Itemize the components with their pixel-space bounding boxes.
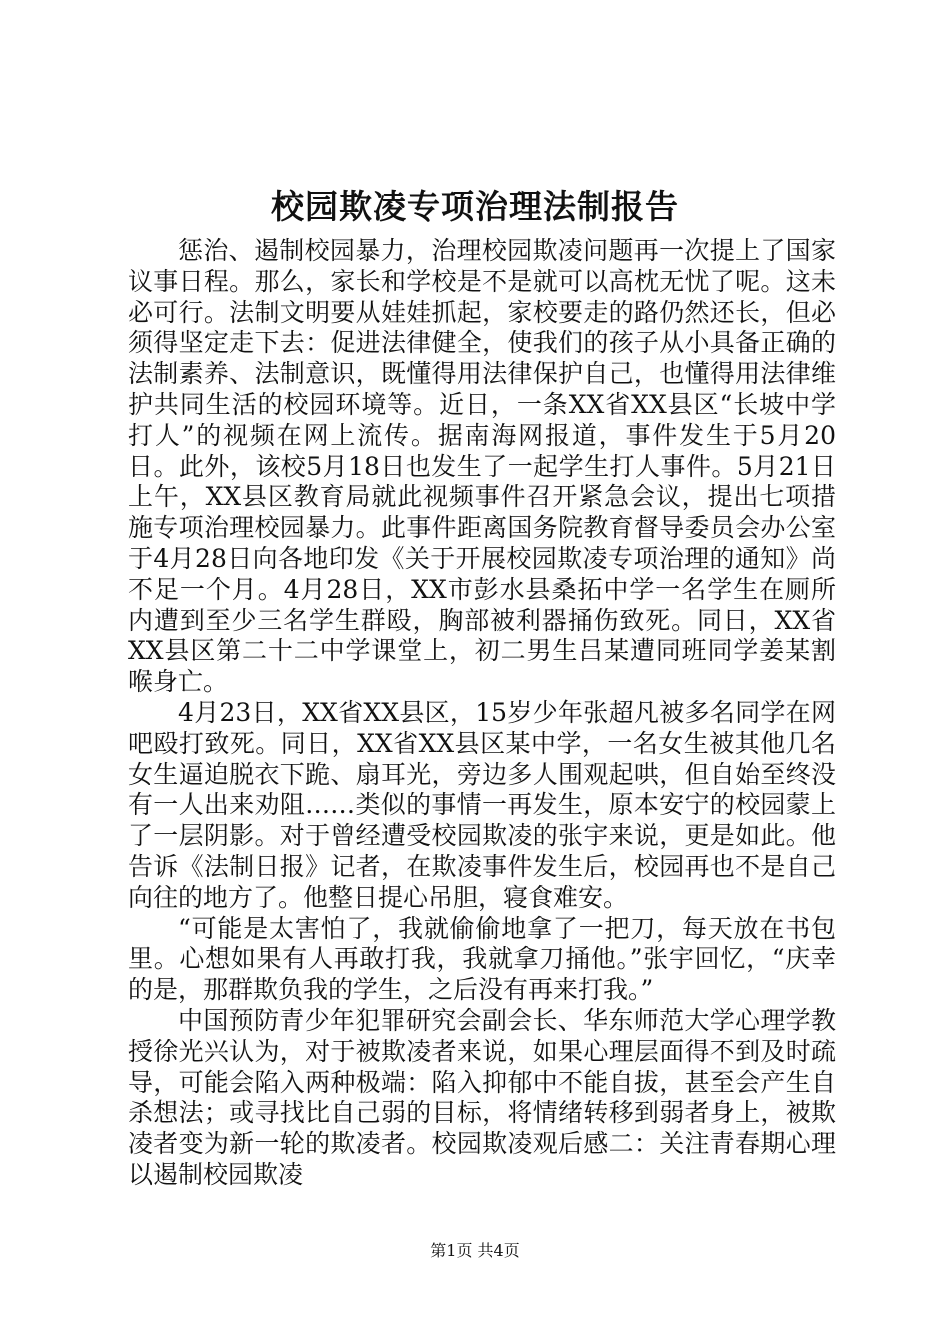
paragraph: 4月23日，XX省XX县区，15岁少年张超凡被多名同学在网吧殴打致死。同日，XX省XX县区某中学，一名女生被其他几名女生逼迫脱衣下跪、扇耳光，旁边多人围观起哄，但自始至终没有一人出来劝阻……类似的事情一再发生，原本安宁的校园蒙上了一层阴影。对于曾经遭受校园欺凌的张宇来说，更是如此。他告诉《法制日报》记者，在欺凌事件发生后，校园再也不是自己向往的地方了。他整日提心吊胆，寝食难安。 [128,697,836,912]
document-title: 校园欺凌专项治理法制报告 [271,187,679,226]
paragraph: 中国预防青少年犯罪研究会副会长、华东师范大学心理学教授徐光兴认为，对于被欺凌者来说，如果心理层面得不到及时疏导，可能会陷入两种极端：陷入抑郁中不能自拔，甚至会产生自杀想法；或寻找比自己弱的目标，将情绪转移到弱者身上，被欺凌者变为新一轮的欺凌者。校园欺凌观后感二：关注青春期心理以遏制校园欺凌 [128,1005,836,1189]
document-body [128,236,836,1191]
page-footer: 第1页 共4页 [430,1241,520,1260]
paragraph: “可能是太害怕了，我就偷偷地拿了一把刀，每天放在书包里。心想如果有人再敢打我，我就拿刀捅他。”张宇回忆，“庆幸的是，那群欺负我的学生，之后没有再来打我。” [128,913,836,1005]
paragraph: 惩治、遏制校园暴力，治理校园欺凌问题再一次提上了国家议事日程。那么，家长和学校是不是就可以高枕无忧了呢。这未必可行。法制文明要从娃娃抓起，家校要走的路仍然还长，但必须得坚定走下去：促进法律健全，使我们的孩子从小具备正确的法制素养、法制意识，既懂得用法律保护自己，也懂得用法律维护共同生活的校园环境等。近日，一条XX省XX县区“长坡中学打人”的视频在网上流传。据南海网报道，事件发生于5月20日。此外，该校5月18日也发生了一起学生打人事件。5月21日上午，XX县区教育局就此视频事件召开紧急会议，提出七项措施专项治理校园暴力。此事件距离国务院教育督导委员会办公室于4月28日向各地印发《关于开展校园欺凌专项治理的通知》尚不足一个月。4月28日，XX市彭水县桑拓中学一名学生在厕所内遭到至少三名学生群殴，胸部被利器捅伤致死。同日，XX省XX县区第二十二中学课堂上，初二男生吕某遭同班同学姜某割喉身亡。 [128,236,836,697]
